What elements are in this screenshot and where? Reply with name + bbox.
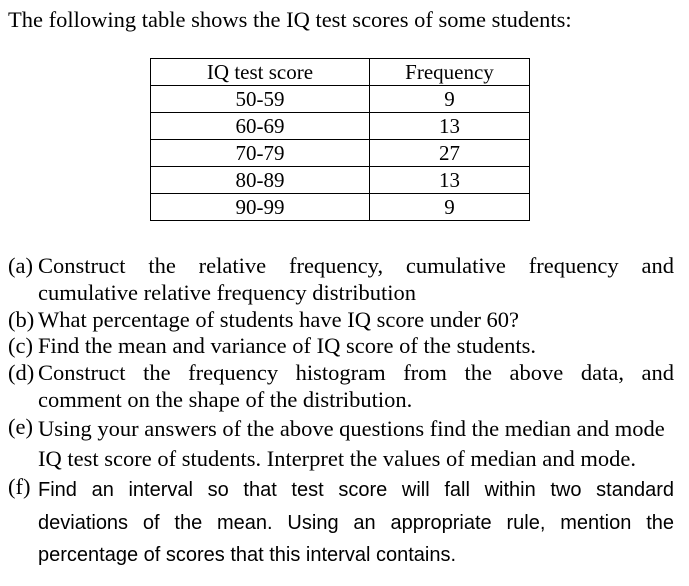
question-text-line: percentage of scores that this interval contains. <box>38 544 457 566</box>
frequency-cell: 27 <box>370 140 530 167</box>
question-label: (d) <box>8 360 35 385</box>
intro-text: The following table shows the IQ test scores of some students: <box>8 7 572 32</box>
table-row <box>151 113 530 140</box>
frequency-cell: 9 <box>370 194 530 221</box>
frequency-cell: 13 <box>370 113 530 140</box>
frequency-cell: 13 <box>370 167 530 194</box>
frequency-cell: 9 <box>370 86 530 113</box>
question-text-line: Find an interval so that test score will fall within two standard <box>38 479 674 501</box>
question-text-line: Construct the frequency histogram from the above data, and <box>38 360 674 385</box>
table-row <box>151 86 530 113</box>
table-row <box>151 194 530 221</box>
column-header-frequency: Frequency <box>370 59 530 86</box>
table-row <box>151 140 530 167</box>
question-label: (c) <box>8 333 33 358</box>
question-label: (a) <box>8 253 33 278</box>
iq-range-cell: 80-89 <box>151 167 370 194</box>
question-text-line: deviations of the mean. Using an appropriate rule, mention the <box>38 511 674 534</box>
column-header-iq-score: IQ test score <box>151 59 370 86</box>
iq-range-cell: 50-59 <box>151 86 370 113</box>
table-row <box>151 167 530 194</box>
iq-range-cell: 70-79 <box>151 140 370 167</box>
question-text-line: comment on the shape of the distribution. <box>38 386 413 412</box>
question-text-line: Using your answers of the above questions find the median and mode <box>38 416 665 441</box>
question-label: (f) <box>8 474 31 499</box>
question-text-line: What percentage of students have IQ score under 60? <box>38 307 520 332</box>
question-text-line: cumulative relative frequency distribution <box>38 279 416 305</box>
question-text-line: Find the mean and variance of IQ score of the students. <box>38 333 536 358</box>
iq-frequency-table <box>150 58 530 221</box>
question-label: (b) <box>8 307 35 332</box>
table-header-row <box>151 59 530 86</box>
question-text-line: IQ test score of students. Interpret the values of median and mode. <box>38 446 636 471</box>
question-text-line: Construct the relative frequency, cumulative frequency and <box>38 253 674 278</box>
iq-range-cell: 60-69 <box>151 113 370 140</box>
iq-range-cell: 90-99 <box>151 194 370 221</box>
question-label: (e) <box>8 414 33 439</box>
